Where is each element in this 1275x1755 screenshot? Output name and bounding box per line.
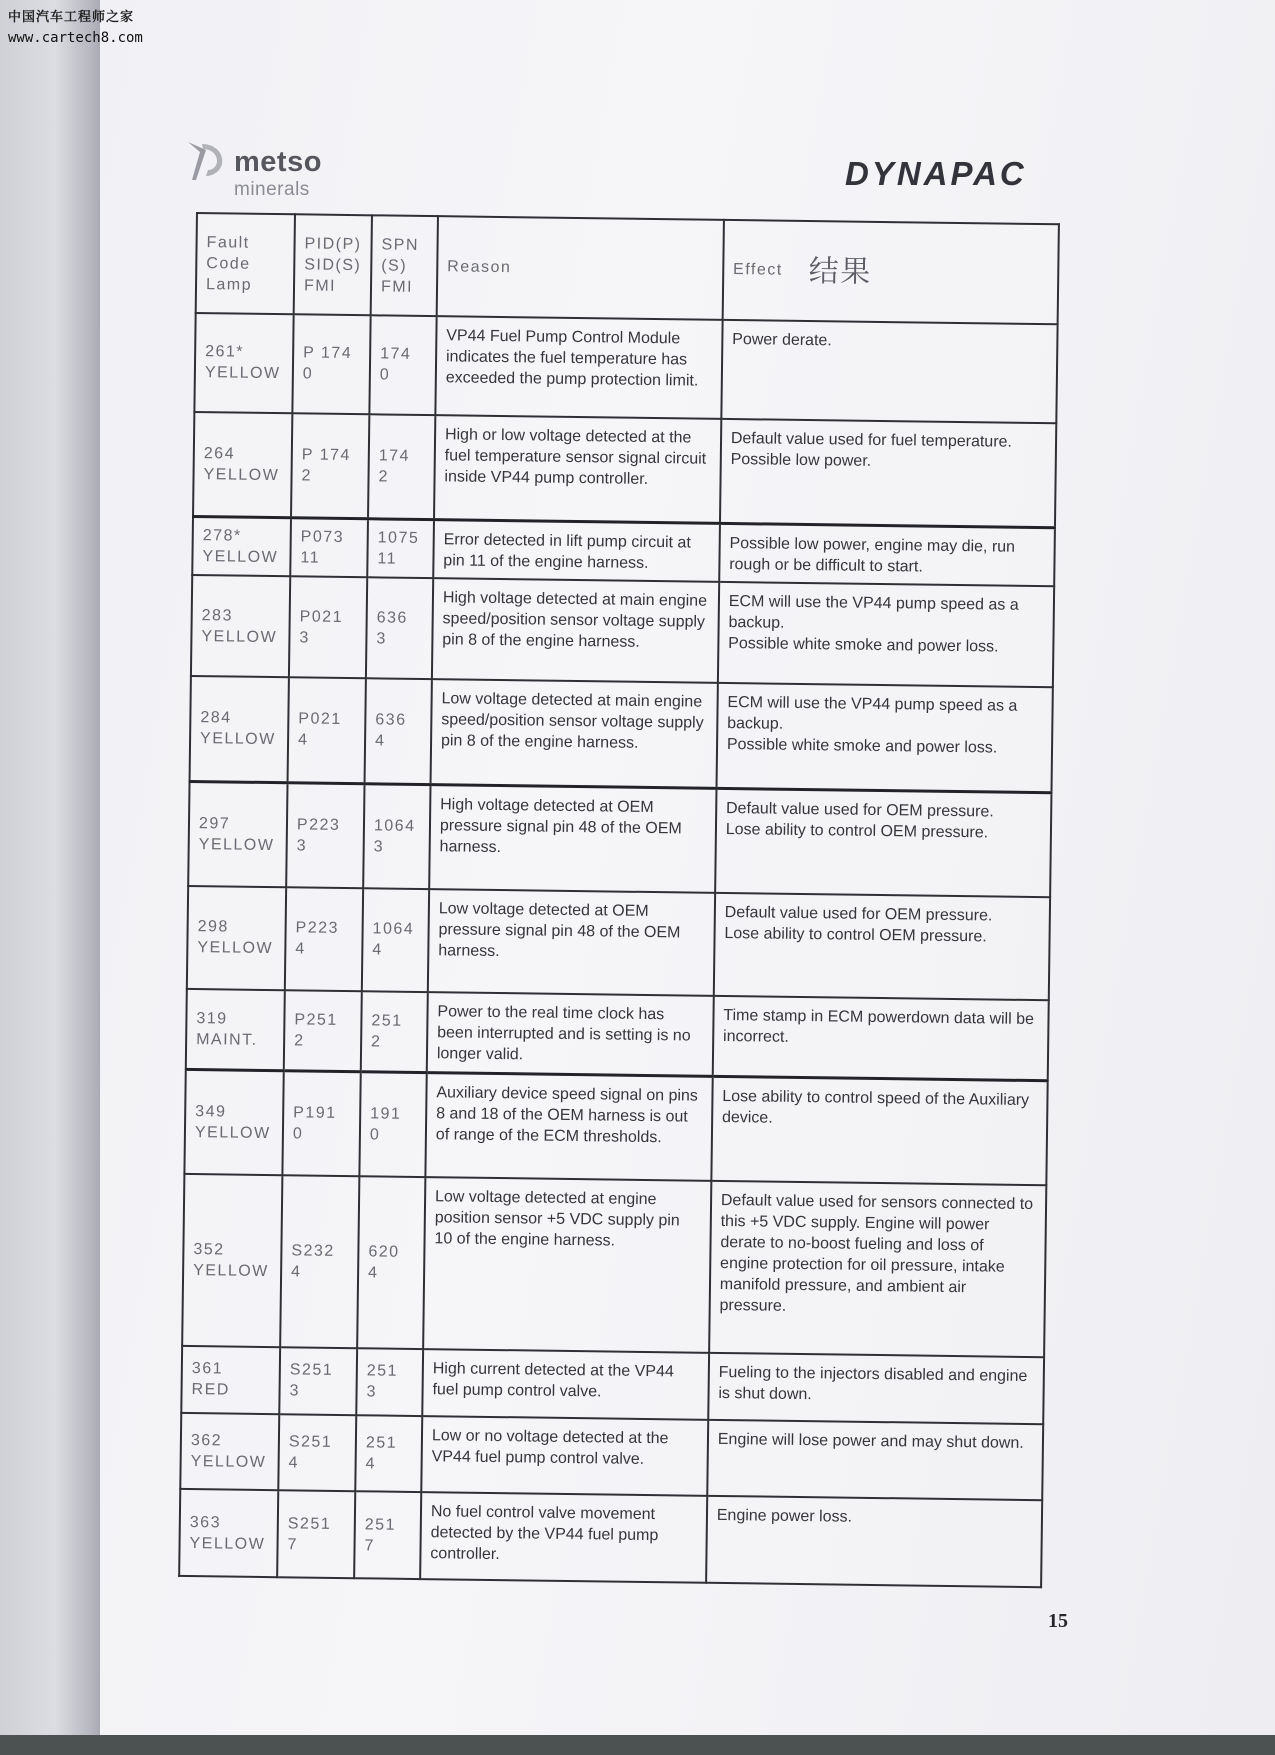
spn-cell-text: 1064 [373, 817, 416, 835]
spn-cell-text: 3 [376, 630, 387, 648]
handwritten-annotation: 结果 [808, 253, 872, 290]
reason-cell-text: Low or no voltage detected at the VP44 fuel pump control valve. [431, 1426, 669, 1468]
effect-cell [707, 1419, 1043, 1500]
fault-code-cell-text: YELLOW [202, 548, 279, 567]
pid-sid-cell [284, 990, 362, 1072]
reason-cell [432, 578, 719, 683]
effect-cell-text: Lose ability to control OEM pressure. [725, 820, 989, 841]
effect-cell-text: Fueling to the injectors disabled and engine is shut down. [718, 1363, 1028, 1404]
fault-code-cell-text: MAINT. [196, 1031, 258, 1049]
pid-sid-cell-text: 4 [288, 1454, 300, 1472]
pid-sid-cell-text: P251 [294, 1011, 338, 1029]
header-spn-fmi: SPN (S) FMI [371, 215, 438, 316]
spn-cell-text: 4 [367, 1264, 379, 1282]
spn-cell-text: 3 [373, 838, 385, 856]
fault-code-cell [194, 313, 293, 413]
spn-cell-text: 7 [364, 1536, 376, 1555]
spn-cell-text: 174 [380, 345, 412, 364]
pid-sid-cell-text: 3 [289, 1382, 301, 1400]
effect-cell-text: Engine will lose power and may shut down. [717, 1430, 1024, 1452]
pid-sid-cell-text: S251 [289, 1361, 334, 1380]
pid-sid-cell-text: 2 [294, 1032, 305, 1050]
spn-cell [368, 414, 435, 520]
reason-cell [429, 784, 716, 893]
reason-cell [425, 1073, 712, 1182]
pid-sid-cell-text: 0 [292, 1125, 304, 1143]
effect-cell-text: ECM will use the VP44 pump speed as a backup. [728, 593, 1019, 633]
fault-code-cell-text: YELLOW [193, 1262, 269, 1281]
reason-cell [430, 679, 717, 788]
effect-cell [716, 683, 1053, 792]
pid-sid-cell-text: P021 [299, 608, 344, 626]
effect-cell [715, 788, 1052, 897]
fault-code-cell-text: 278* [202, 527, 242, 545]
reason-cell-text: Low voltage detected at engine position sensor +5 VDC supply pin 10 of the engine harness. [434, 1188, 680, 1251]
spn-cell-text: 1064 [372, 920, 415, 939]
header-effect-label: Effect [733, 261, 783, 280]
effect-cell [721, 320, 1057, 423]
pid-sid-cell [285, 887, 363, 991]
fault-code-cell-text: YELLOW [201, 627, 278, 646]
pid-sid-cell [290, 518, 368, 578]
reason-cell-text: High or low voltage detected at the fuel temperature sensor signal circuit inside VP44 pump controller. [444, 426, 707, 488]
spn-cell-text: 4 [372, 941, 383, 959]
reason-cell-text: High current detected at the VP44 fuel pump control valve. [432, 1360, 674, 1401]
metso-logo-wordmark: metso [234, 146, 322, 178]
effect-cell-text: Default value used for OEM pressure. [725, 799, 994, 821]
fault-code-table [178, 212, 1060, 1588]
fault-code-cell-text: 352 [193, 1241, 225, 1259]
fault-code-cell-text: 319 [196, 1010, 228, 1028]
pid-sid-cell [282, 1071, 360, 1177]
reason-cell [420, 1492, 707, 1583]
fault-code-cell-text: 298 [197, 918, 229, 936]
spn-cell [359, 1072, 426, 1178]
effect-cell [718, 582, 1054, 687]
pid-sid-cell-text: 4 [290, 1263, 302, 1281]
pid-sid-cell-text: 0 [302, 365, 314, 383]
table-row [184, 1069, 1047, 1185]
pid-sid-cell-text: P 174 [303, 344, 353, 363]
effect-cell-text: Lose ability to control speed of the Auxiliary device. [721, 1087, 1030, 1127]
pid-sid-cell [289, 577, 367, 679]
effect-cell-text: Lose ability to control OEM pressure. [724, 924, 987, 946]
watermark [8, 8, 143, 48]
effect-cell [709, 1181, 1046, 1357]
spn-cell [357, 1177, 425, 1349]
spn-cell-text: 3 [366, 1383, 378, 1401]
effect-cell-text: Default value used for OEM pressure. [724, 903, 993, 925]
reason-cell [428, 889, 715, 996]
pid-sid-cell-text: 3 [296, 837, 308, 855]
metso-logo-subtitle: minerals [234, 179, 310, 200]
pid-sid-cell-text: 11 [300, 549, 321, 567]
fault-code-cell [187, 886, 286, 990]
header-pid-sid-fmi: PID(P) SID(S) FMI [294, 214, 372, 315]
fault-code-cell-text: YELLOW [197, 939, 274, 958]
page-number: 15 [1048, 1610, 1068, 1632]
pid-sid-cell-text: P021 [298, 710, 342, 729]
spn-cell [367, 519, 434, 578]
fault-code-cell [191, 575, 290, 677]
pid-sid-cell [291, 413, 369, 519]
pid-sid-cell-text: 7 [287, 1535, 299, 1554]
spn-cell-text: 174 [378, 447, 411, 465]
spn-cell [354, 1491, 421, 1579]
effect-cell [720, 419, 1057, 528]
reason-cell [423, 1178, 711, 1353]
pid-sid-cell-text: P191 [293, 1104, 337, 1123]
reason-cell-text: Low voltage detected at main engine speed/position sensor voltage supply pin 8 of the engine harness. [440, 690, 704, 752]
spn-cell-text: 0 [369, 1126, 381, 1144]
table-row [187, 886, 1050, 1000]
table-row [190, 676, 1053, 792]
spn-cell [356, 1348, 423, 1415]
spn-cell-text: 2 [378, 468, 390, 486]
pid-sid-cell-text: P223 [295, 919, 340, 938]
spn-cell-text: 191 [370, 1105, 402, 1123]
spn-cell-text: 636 [376, 609, 408, 627]
spn-cell-text: 1075 [377, 529, 420, 548]
effect-cell-text: ECM will use the VP44 pump speed as a backup. [727, 694, 1018, 733]
table-header-row [196, 213, 1059, 324]
pid-sid-cell-text: P073 [300, 528, 345, 547]
scan-binding-edge [0, 0, 100, 1755]
reason-cell [422, 1349, 709, 1419]
effect-cell-text: Default value used for sensors connected to this +5 VDC supply. Engine will power derate to no-boost fueling and loss of engine protection for oil pressure, intake manifold pressure, and ambient air pressure. [719, 1192, 1034, 1316]
spn-cell [369, 315, 436, 415]
spn-cell-text: 636 [375, 711, 407, 730]
spn-cell-text: 4 [374, 732, 386, 750]
effect-cell [708, 1353, 1044, 1424]
pid-sid-cell [280, 1176, 359, 1348]
table-row [181, 1346, 1044, 1424]
fault-code-cell-text: 361 [191, 1360, 224, 1378]
watermark-url: www.cartech8.com [8, 30, 143, 46]
spn-cell-text: 4 [365, 1455, 377, 1473]
pid-sid-cell [278, 1414, 356, 1492]
effect-cell [711, 1076, 1048, 1185]
effect-cell-text: Possible low power. [730, 450, 872, 470]
effect-cell [719, 524, 1055, 587]
pid-sid-cell [286, 782, 364, 888]
table-row [179, 1489, 1042, 1587]
reason-cell-text: VP44 Fuel Pump Control Module indicates the fuel temperature has exceeded the pump protection limit. [445, 327, 699, 390]
fault-code-cell [181, 1346, 280, 1414]
reason-cell [421, 1416, 708, 1496]
fault-code-cell-text: 264 [203, 445, 236, 463]
header-reason: Reason [437, 216, 724, 320]
spn-cell-text: 251 [366, 1362, 399, 1380]
fault-code-cell-text: 297 [198, 814, 231, 833]
effect-cell-text: Time stamp in ECM powerdown data will be incorrect. [722, 1006, 1035, 1046]
header-effect [722, 220, 1058, 324]
effect-cell-text: Default value used for fuel temperature. [730, 429, 1013, 451]
spn-cell [361, 991, 428, 1073]
spn-cell-text: 0 [379, 366, 391, 384]
spn-cell-text: 620 [368, 1243, 400, 1261]
fault-code-cell [182, 1174, 282, 1347]
reason-cell [435, 316, 722, 419]
fault-code-cell-text: YELLOW [203, 466, 280, 485]
fault-code-cell-text: YELLOW [199, 730, 276, 749]
spn-cell [363, 783, 430, 889]
fault-code-cell [179, 1489, 278, 1577]
fault-code-cell-text: 363 [189, 1513, 222, 1532]
fault-code-cell-text: 283 [201, 606, 234, 625]
pid-sid-cell [292, 314, 370, 414]
effect-cell-text: Possible low power, engine may die, run rough or be difficult to start. [729, 535, 1016, 576]
fault-code-cell-text: YELLOW [194, 1124, 271, 1143]
pid-sid-cell [288, 677, 366, 783]
header-fault-code-lamp: Fault Code Lamp [196, 213, 295, 314]
spn-cell [366, 578, 433, 680]
fault-code-cell-text: RED [191, 1381, 230, 1399]
pid-sid-cell-text: S251 [287, 1514, 332, 1533]
fault-code-cell [190, 676, 289, 782]
pid-sid-cell [279, 1347, 357, 1415]
reason-cell-text: No fuel control valve movement detected by the VP44 fuel pump controller. [430, 1503, 659, 1564]
fault-code-cell-text: 261* [205, 343, 245, 362]
watermark-title: 中国汽车工程师之家 [8, 10, 135, 25]
effect-cell [706, 1496, 1042, 1587]
spn-cell-text: 251 [365, 1434, 398, 1452]
effect-cell-text: Possible white smoke and power loss. [728, 635, 999, 656]
reason-cell-text: Low voltage detected at OEM pressure signal pin 48 of the OEM harness. [438, 900, 681, 960]
fault-code-cell-text: YELLOW [204, 364, 281, 383]
dynapac-logo: DYNAPAC [845, 155, 1027, 192]
fault-code-cell-text: 349 [195, 1103, 227, 1121]
pid-sid-cell [277, 1490, 355, 1578]
effect-cell [714, 893, 1050, 1000]
fault-code-cell [188, 781, 287, 887]
fault-code-cell [184, 1069, 283, 1175]
metso-logo-icon [182, 138, 226, 182]
table-row [186, 989, 1049, 1081]
pid-sid-cell-text: 4 [295, 940, 306, 958]
reason-cell [434, 415, 721, 524]
pid-sid-cell-text: P 174 [301, 446, 351, 465]
spn-cell-text: 11 [377, 550, 398, 568]
fault-code-cell [193, 412, 292, 518]
spn-cell-text: 251 [371, 1012, 403, 1030]
table-row [182, 1174, 1046, 1357]
pid-sid-cell-text: S232 [291, 1242, 335, 1261]
pid-sid-cell-text: 4 [297, 731, 309, 749]
reason-cell-text: High voltage detected at main engine speed/position sensor voltage supply pin 8 of the engine harness. [442, 589, 708, 652]
table-body [179, 313, 1057, 1587]
spn-cell [355, 1415, 422, 1493]
reason-cell-text: Error detected in lift pump circuit at pin 11 of the engine harness. [443, 531, 691, 573]
pid-sid-cell-text: P223 [296, 816, 341, 834]
pid-sid-cell-text: 2 [301, 467, 313, 485]
reason-cell-text: Power to the real time clock has been interrupted and is setting is no longer valid. [436, 1003, 691, 1064]
reason-cell [433, 520, 720, 582]
reason-cell-text: High voltage detected at OEM pressure signal pin 48 of the OEM harness. [439, 795, 682, 856]
metso-logo [182, 132, 352, 204]
fault-code-cell [180, 1412, 279, 1490]
effect-cell-text: Possible white smoke and power loss. [726, 736, 998, 757]
pid-sid-cell-text: 3 [299, 629, 310, 647]
table-row [193, 412, 1056, 528]
spn-cell [365, 678, 432, 784]
table-row [194, 313, 1057, 423]
effect-cell [713, 996, 1049, 1081]
fault-code-cell-text: 362 [190, 1431, 223, 1450]
table-row [188, 781, 1051, 897]
table-row [180, 1412, 1043, 1500]
scan-bottom-strip [0, 1735, 1275, 1755]
fault-code-cell-text: YELLOW [190, 1452, 267, 1471]
spn-cell [362, 888, 429, 992]
pid-sid-cell-text: S251 [288, 1433, 333, 1451]
fault-code-cell-text: YELLOW [189, 1534, 266, 1553]
reason-cell [427, 992, 714, 1076]
effect-cell-text: Engine power loss. [716, 1507, 853, 1526]
fault-code-cell [192, 517, 291, 577]
fault-code-cell-text: YELLOW [198, 835, 275, 854]
effect-cell-text: Power derate. [732, 331, 832, 350]
reason-cell-text: Auxiliary device speed signal on pins 8 and 18 of the OEM harness is out of range of the ECM thresholds. [435, 1084, 698, 1147]
spn-cell-text: 251 [364, 1515, 397, 1534]
fault-code-cell-text: 284 [200, 709, 232, 727]
table-row [191, 575, 1054, 687]
spn-cell-text: 2 [371, 1033, 382, 1051]
fault-code-cell [186, 989, 285, 1071]
